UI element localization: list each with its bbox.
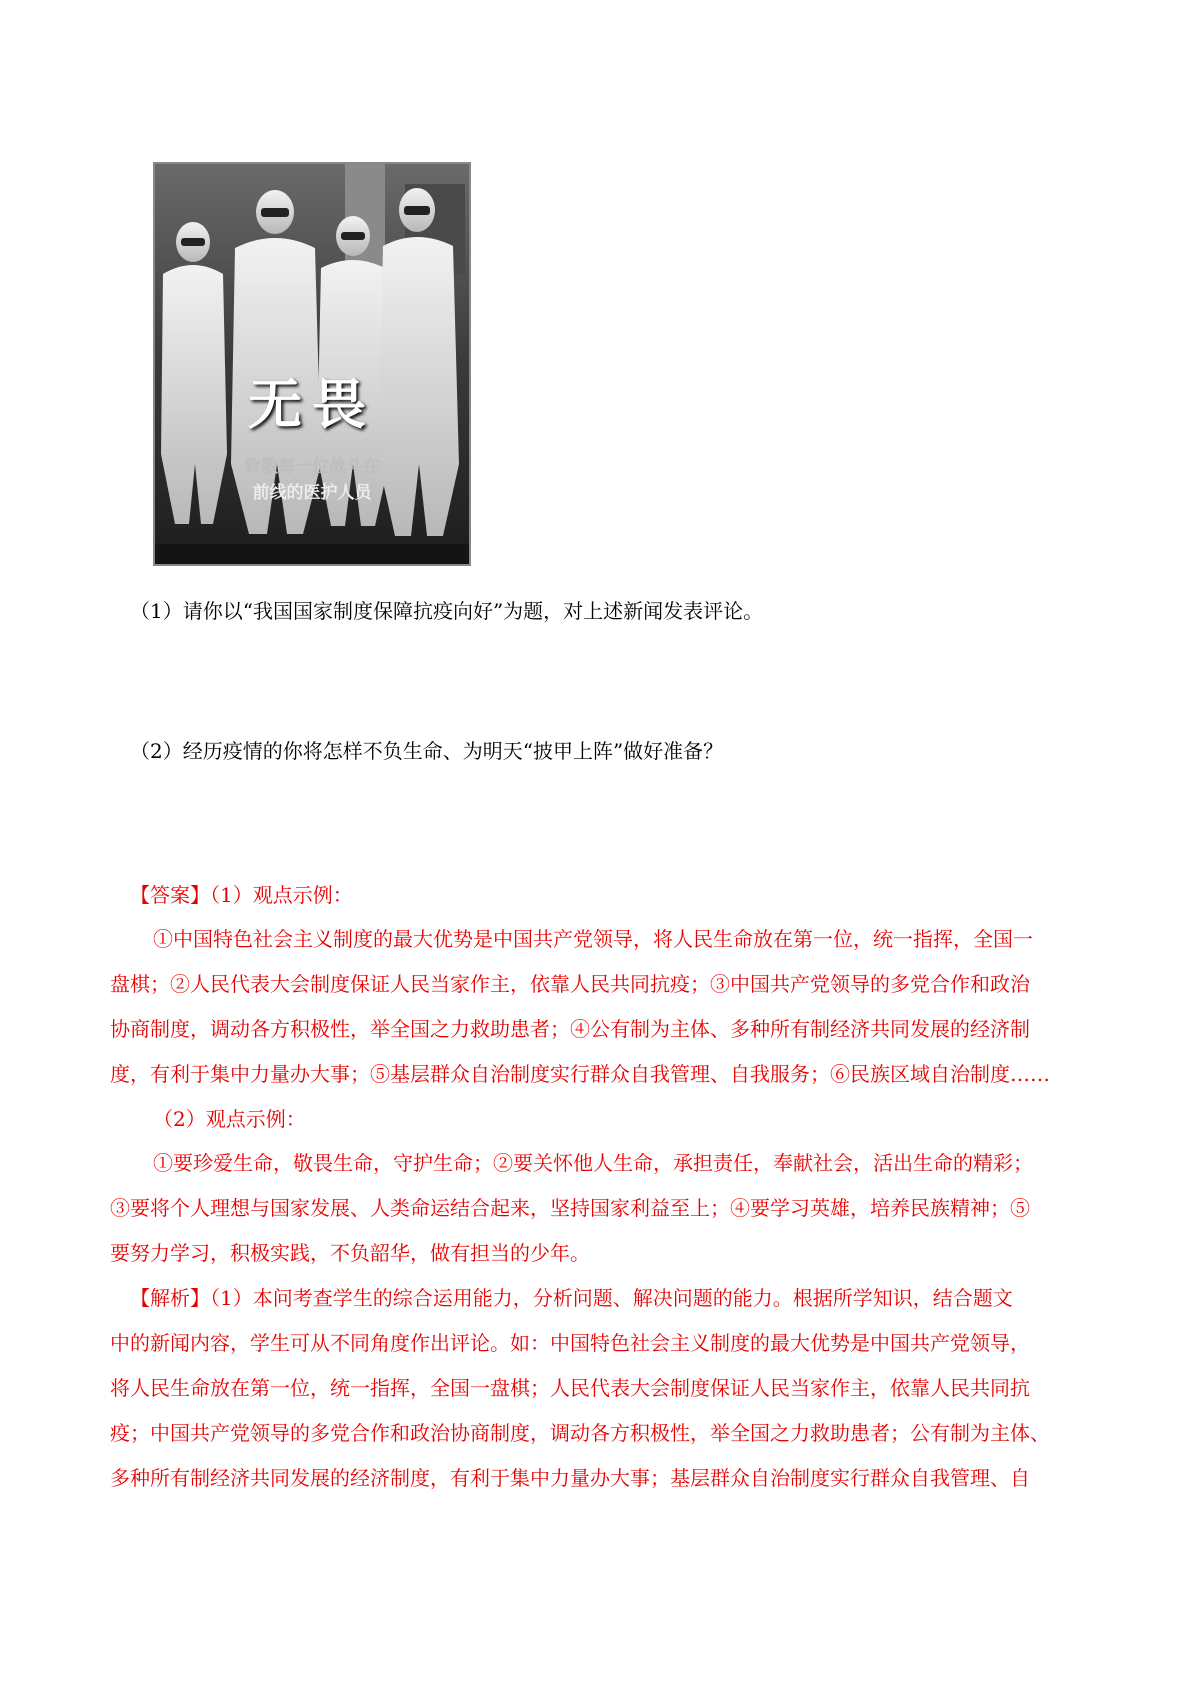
answer-part2-label: （2）观点示例： bbox=[153, 1107, 306, 1131]
analysis-line: 中的新闻内容，学生可从不同角度作出评论。如：中国特色社会主义制度的最大优势是中国共产党领导， bbox=[110, 1331, 1030, 1355]
question-2: （2）经历疫情的你将怎样不负生命、为明天“披甲上阵”做好准备？ bbox=[130, 739, 724, 763]
answer-label: 【答案】（1）观点示例： bbox=[130, 883, 353, 907]
answer-part1-line: 盘棋；②人民代表大会制度保证人民当家作主，依靠人民共同抗疫；③中国共产党领导的多党合作和政治 bbox=[110, 972, 1030, 996]
analysis-line: 疫；中国共产党领导的多党合作和政治协商制度，调动各方积极性，举全国之力救助患者；公有制为主体、 bbox=[110, 1421, 1050, 1445]
photo-subtitle-line-1: 致敬每一位战斗在 bbox=[244, 457, 380, 477]
analysis-line: 【解析】（1）本问考查学生的综合运用能力，分析问题、解决问题的能力。根据所学知识，结合题文 bbox=[130, 1286, 1013, 1310]
answer-part1-line: 度，有利于集中力量办大事；⑤基层群众自治制度实行群众自我管理、自我服务；⑥民族区域自治制度…… bbox=[110, 1062, 1050, 1086]
answer-part2-line: 要努力学习，积极实践，不负韶华，做有担当的少年。 bbox=[110, 1241, 590, 1265]
photo-subtitle-line-2: 前线的医护人员 bbox=[252, 483, 372, 503]
answer-part1-line: 协商制度，调动各方积极性，举全国之力救助患者；④公有制为主体、多种所有制经济共同发展的经济制 bbox=[110, 1017, 1030, 1041]
analysis-line: 多种所有制经济共同发展的经济制度，有利于集中力量办大事；基层群众自治制度实行群众自我管理、自 bbox=[110, 1466, 1030, 1490]
question-1: （1）请你以“我国国家制度保障抗疫向好”为题，对上述新闻发表评论。 bbox=[130, 599, 764, 623]
answer-part2-line: ①要珍爱生命，敬畏生命，守护生命；②要关怀他人生命，承担责任，奉献社会，活出生命的精彩； bbox=[153, 1151, 1033, 1175]
answer-part2-line: ③要将个人理想与国家发展、人类命运结合起来，坚持国家利益至上；④要学习英雄，培养民族精神；⑤ bbox=[110, 1196, 1030, 1220]
analysis-line: 将人民生命放在第一位，统一指挥，全国一盘棋；人民代表大会制度保证人民当家作主，依靠人民共同抗 bbox=[110, 1376, 1030, 1400]
answer-part1-line: ①中国特色社会主义制度的最大优势是中国共产党领导，将人民生命放在第一位，统一指挥，全国一 bbox=[153, 927, 1033, 951]
medical-staff-photo bbox=[153, 162, 471, 566]
photo-title-text: 无畏 bbox=[248, 372, 376, 436]
